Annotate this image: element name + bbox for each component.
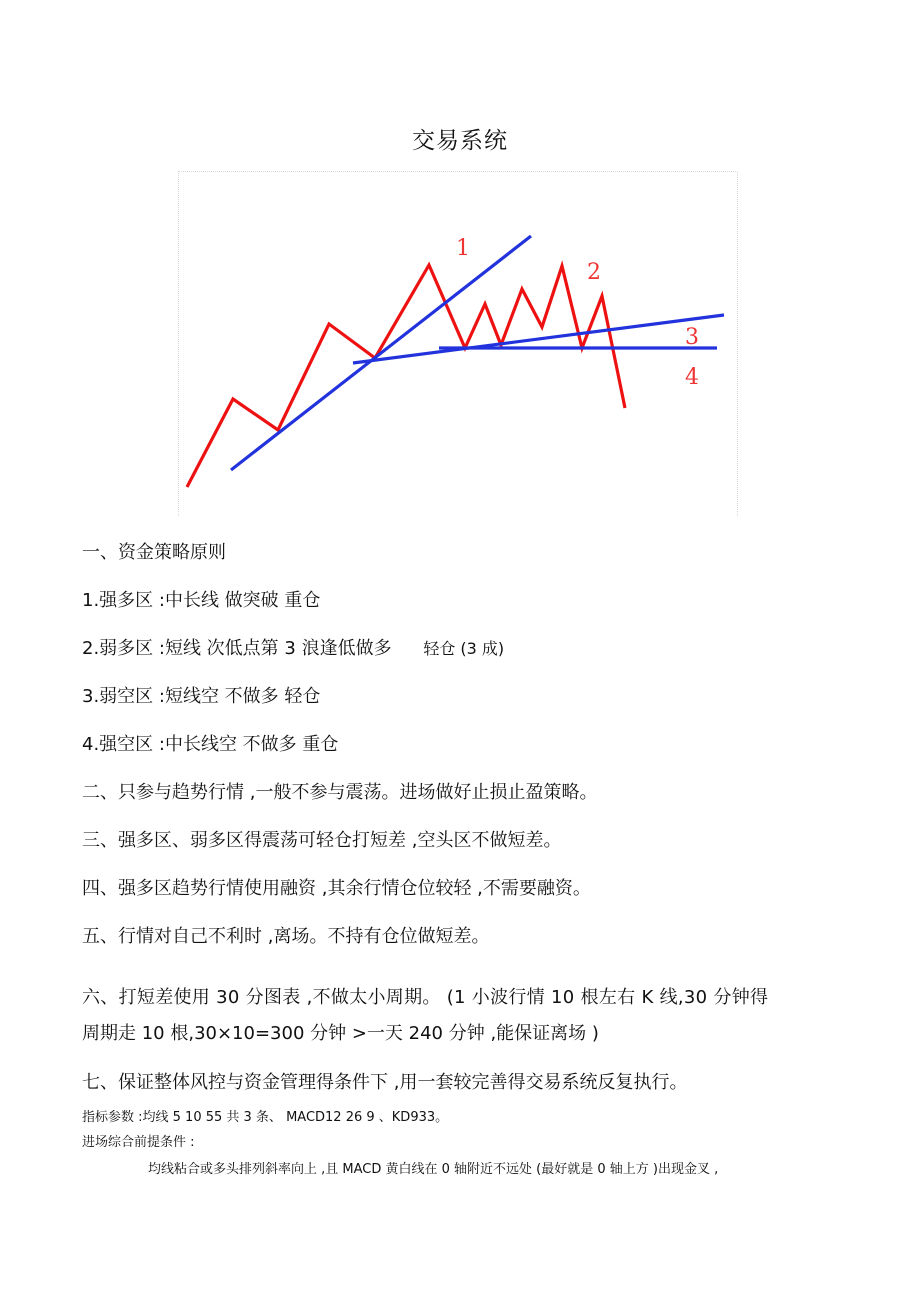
paragraph-2: 二、只参与趋势行情 ,一般不参与震荡。进场做好止损止盈策略。 [82,782,598,803]
strategy-item-2-text: 2.弱多区 :短线 次低点第 3 浪逢低做多 [82,638,392,659]
paragraph-7: 七、保证整体风控与资金管理得条件下 ,用一套较完善得交易系统反复执行。 [82,1072,688,1093]
diagram-label-1: 1 [456,236,470,261]
strategy-item-1: 1.强多区 :中长线 做突破 重仓 [82,590,321,611]
paragraph-6-line2: 周期走 10 根,30×10=300 分钟 >一天 240 分钟 ,能保证离场 ) [82,1023,599,1044]
trend-diagram [178,171,738,516]
entry-conditions-text: 均线粘合或多头排列斜率向上 ,且 MACD 黄白线在 0 轴附近不远处 (最好就是 0 轴上方 )出现金叉 , [148,1162,719,1177]
section1-heading: 一、资金策略原则 [82,542,226,563]
paragraph-6-line1: 六、打短差使用 30 分图表 ,不做太小周期。 (1 小波行情 10 根左右 K 线,30 分钟得 [82,987,769,1008]
indicator-params: 指标参数 :均线 5 10 55 共 3 条、 MACD12 26 9 、KD933。 [82,1110,449,1125]
trend-line-1 [231,236,531,470]
entry-conditions-heading: 进场综合前提条件 : [82,1135,195,1150]
paragraph-4: 四、强多区趋势行情使用融资 ,其余行情仓位较轻 ,不需要融资。 [82,878,591,899]
paragraph-5: 五、行情对自己不利时 ,离场。不持有仓位做短差。 [82,926,490,947]
strategy-item-2-note: 轻仓 (3 成) [423,639,505,658]
paragraph-3: 三、强多区、弱多区得震荡可轻仓打短差 ,空头区不做短差。 [82,830,562,851]
diagram-label-2: 2 [587,260,601,285]
diagram-label-3: 3 [685,325,699,350]
diagram-label-4: 4 [685,365,699,390]
strategy-item-4: 4.强空区 :中长线空 不做多 重仓 [82,734,339,755]
trend-diagram-svg [179,172,739,517]
strategy-item-2 [82,634,504,660]
page-title: 交易系统 [412,128,508,154]
strategy-item-3: 3.弱空区 :短线空 不做多 轻仓 [82,686,321,707]
